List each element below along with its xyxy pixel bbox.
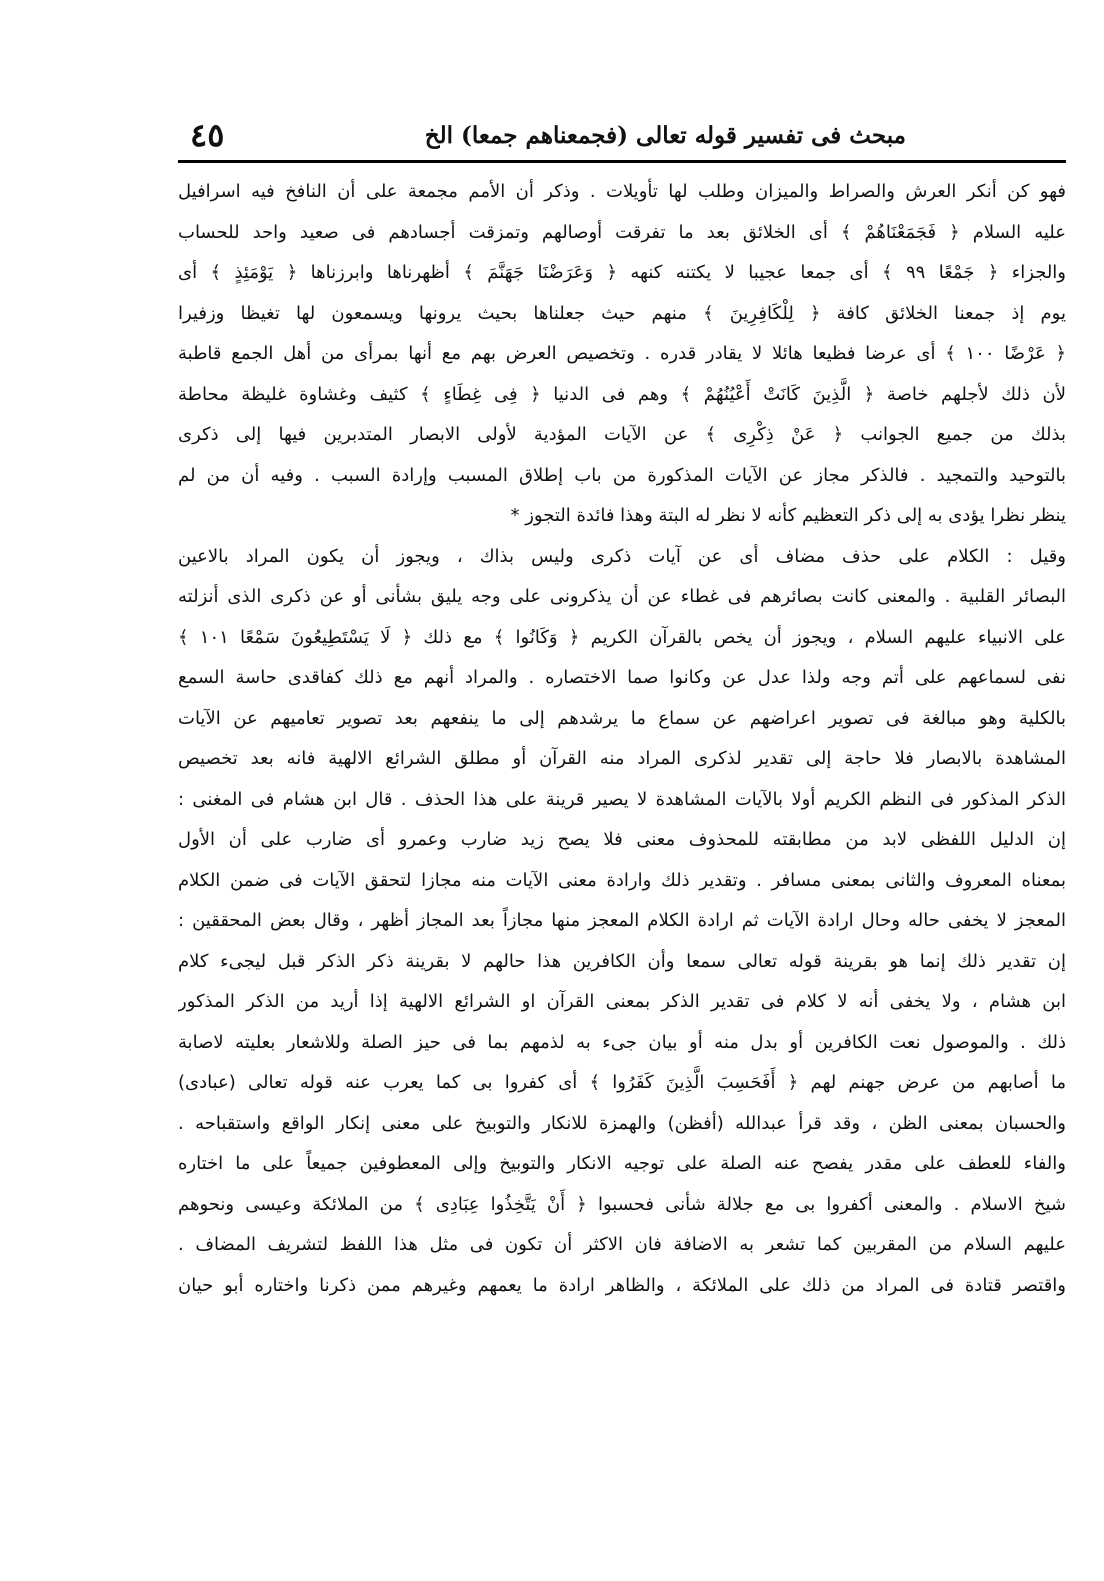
text-line: على الانبياء عليهم السلام ، ويجوز أن يخص بالقرآن الكريم ﴿ وَكَانُوا ﴾ مع ذلك ﴿ لَا يَسْتَطِيعُونَ سَمْعًا ١٠١ ﴾ (178, 626, 1066, 648)
text-line: البصائر القلبية . والمعنى كانت بصائرهم فى غطاء عن أن يذكرونى على وجه يليق بشأنى أو عن ذكرى الذى أنزلته (178, 586, 1066, 607)
text-line: الذكر المذكور فى النظم الكريم أولا بالآيات المشاهدة لا يصير قرينة على هذا الحذف . قال ابن هشام فى المغنى : (178, 788, 1066, 810)
text-line: والحسبان بمعنى الظن ، وقد قرأ عبدالله (أفظن) والهمزة للانكار والتوبيخ على معنى إنكار الواقع واستقباحه . (178, 1112, 1066, 1134)
text-line: ذلك . والموصول نعت الكافرين أو بدل منه أو بيان جىء به لذمهم بما فى حيز الصلة وللاشعار بعليته لاصابة (178, 1031, 1066, 1053)
text-line: لأن ذلك لأجلهم خاصة ﴿ الَّذِينَ كَانَتْ أَعْيُنُهُمْ ﴾ وهم فى الدنيا ﴿ فِى غِطَاءٍ ﴾ كثيف وغشاوة غليظة محاطة (178, 383, 1066, 405)
page-number: ٤٥ (190, 116, 225, 154)
body-text (178, 172, 1066, 1306)
text-line: بمعناه المعروف والثانى بمعنى مسافر . وتقدير ذلك وارادة معنى الآيات منه مجازا لتحقق الآيات فى ضمن الكلام (178, 869, 1066, 891)
text-line: المشاهدة بالابصار فلا حاجة إلى تقدير لذكرى المراد منه القرآن أو مطلق الشرائع الالهية فانه بعد تخصيص (178, 748, 1066, 769)
text-line: يوم إذ جمعنا الخلائق كافة ﴿ لِلْكَافِرِينَ ﴾ منهم حيث جعلناها بحيث يرونها ويسمعون لها تغيظا وزفيرا (178, 302, 1066, 324)
text-line: ﴿ عَرْضًا ١٠٠ ﴾ أى عرضا فظيعا هائلا لا يقادر قدره . وتخصيص العرض بهم مع أنها بمرأى من أهل الجمع قاطبة (178, 343, 1066, 364)
text-line: نفى لسماعهم على أتم وجه ولذا عدل عن وكانوا صما الاختصاره . والمراد أنهم مع ذلك كفاقدى حاسة السمع (178, 667, 1066, 688)
header-rule (178, 160, 1066, 163)
text-line: بالكلية وهو مبالغة فى تصوير اعراضهم عن سماع ما يرشدهم إلى ما ينفعهم بعد تصوير تعاميهم عن الآيات (178, 707, 1066, 729)
text-line: ينظر نظرا يؤدى به إلى ذكر التعظيم كأنه لا نظر له البتة وهذا فائدة التجوز * (510, 505, 1066, 526)
text-line: إن تقدير ذلك إنما هو بقرينة قوله تعالى سمعا وأن الكافرين هذا حالهم لا بقرينة ذكر الذكر قبل ليجىء كلام (178, 950, 1066, 972)
text-line: إن الدليل اللفظى لابد من مطابقته للمحذوف معنى فلا يصح زيد ضارب وعمرو أى ضارب على أن الأول (178, 829, 1066, 850)
page-header (178, 118, 1066, 160)
text-line: والفاء للعطف على مقدر يفصح عنه الصلة على توجيه الانكار والتوبيخ وإلى المعطوفين جميعاً على ما اختاره (178, 1153, 1066, 1174)
text-line: وقيل : الكلام على حذف مضاف أى عن آيات ذكرى وليس بذاك ، ويجوز أن يكون المراد بالاعين (178, 545, 1066, 567)
text-line: والجزاء ﴿ جَمْعًا ٩٩ ﴾ أى جمعا عجيبا لا يكتنه كنهه ﴿ وَعَرَضْنَا جَهَنَّمَ ﴾ أظهرناها وابرزناها ﴿ يَوْمَئِذٍ ﴾ أى (178, 262, 1066, 283)
text-line: واقتصر قتادة فى المراد من ذلك على الملائكة ، والظاهر ارادة ما يعمهم وغيرهم ممن ذكرنا واختاره أبو حيان (178, 1274, 1066, 1296)
text-line: المعجز لا يخفى حاله وحال ارادة الآيات ثم ارادة الكلام المعجز منها مجازاً بعد المجاز أظهر ، وقال بعض المحققين : (178, 910, 1066, 931)
text-line: عليه السلام ﴿ فَجَمَعْنَاهُمْ ﴾ أى الخلائق بعد ما تفرقت أوصالهم وتمزقت أجسادهم فى صعيد واحد للحساب (178, 221, 1066, 243)
text-line: بالتوحيد والتمجيد . فالذكر مجاز عن الآيات المذكورة من باب إطلاق المسبب وإرادة السبب . وفيه أن من لم (178, 464, 1066, 486)
text-line: ما أصابهم من عرض جهنم لهم ﴿ أَفَحَسِبَ الَّذِينَ كَفَرُوا ﴾ أى كفروا بى كما يعرب عنه قوله تعالى (عبادى) (178, 1072, 1066, 1093)
text-line: ابن هشام ، ولا يخفى أنه لا كلام فى تقدير الذكر بمعنى القرآن او الشرائع الالهية إذا أريد من الذكر المذكور (178, 991, 1066, 1012)
page-title: مبحث فى تفسير قوله تعالى (فجمعناهم جمعا) الخ (424, 122, 906, 149)
text-line: شيخ الاسلام . والمعنى أكفروا بى مع جلالة شأنى فحسبوا ﴿ أَنْ يَتَّخِذُوا عِبَادِى ﴾ من الملائكة وعيسى ونحوهم (178, 1193, 1066, 1215)
text-line: بذلك من جميع الجوانب ﴿ عَنْ ذِكْرِى ﴾ عن الآيات المؤدية لأولى الابصار المتدبرين فيها إلى ذكرى (178, 424, 1066, 445)
text-line: عليهم السلام من المقربين كما تشعر به الاضافة فان الاكثر أن تكون فى مثل هذا اللفظ لتشريف المضاف . (178, 1234, 1066, 1255)
text-line: فهو كن أنكر العرش والصراط والميزان وطلب لها تأويلات . وذكر أن الأمم مجمعة على أن النافخ فيه اسرافيل (178, 181, 1066, 202)
